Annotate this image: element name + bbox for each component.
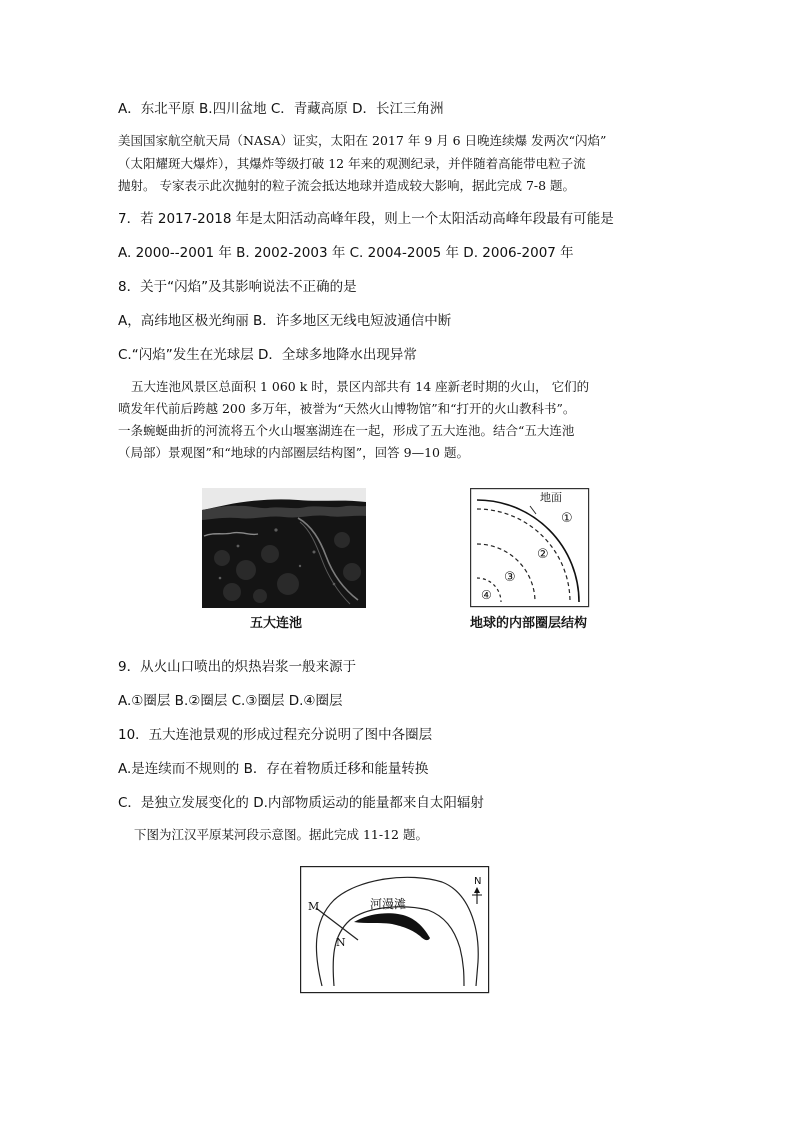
layer-1-label: ① [561,511,573,526]
earth-diagram-caption: 地球的内部圈层结构 [470,616,588,631]
north-arrow-icon [472,887,482,904]
label-n: N [336,936,346,949]
q10-options-ab: A.是连续而不规则的 B．存在着物质迁移和能量转换 [118,761,429,777]
passage3: 下图为江汉平原某河段示意图。据此完成 11-12 题。 [134,827,428,842]
layer-4-label: ④ [481,588,492,602]
q8-stem: 8．关于“闪焰”及其影响说法不正确的是 [118,279,357,295]
passage2-line2: 喷发年代前后跨越 200 多万年，被誉为“天然火山博物馆”和“打开的火山教科书”。 [118,401,576,416]
q9-stem: 9．从火山口喷出的炽热岩浆一般来源于 [118,659,357,675]
river-section-map [300,866,490,994]
label-m: M [308,900,320,913]
q7-stem: 7．若 2017-2018 年是太阳活动高峰年段，则上一个太阳活动高峰年段最有可能是 [118,211,614,227]
north-label: N [474,876,482,887]
floodplain-label: 河漫滩 [370,897,407,911]
layer-2-label: ② [537,547,549,562]
wudalianchi-photo [202,488,366,608]
q8-options-cd: C.“闪焰”发生在光球层 D．全球多地降水出现异常 [118,347,417,363]
earth-layers-diagram [470,488,590,608]
q10-stem: 10．五大连池景观的形成过程充分说明了图中各圈层 [118,727,433,743]
passage1-line3: 抛射。 专家表示此次抛射的粒子流会抵达地球并造成较大影响，据此完成 7-8 题。 [118,178,576,193]
q9-options: A.①圈层 B.②圈层 C.③圈层 D.④圈层 [118,693,343,709]
passage2-line3: 一条蜿蜒曲折的河流将五个火山堰塞湖连在一起，形成了五大连池。结合“五大连池 [118,423,575,438]
photo-caption: 五大连池 [250,616,303,631]
passage2-line4: （局部）景观图”和“地球的内部圈层结构图”，回答 9—10 题。 [118,445,469,460]
passage2-line1: 五大连池风景区总面积 1 060 k 时，景区内部共有 14 座新老时期的火山， 它们的 [131,379,590,394]
layer-3-label: ③ [504,570,516,585]
q7-options: A. 2000--2001 年 B. 2002-2003 年 C. 2004-2005 年 D. 2006-2007 年 [118,245,574,261]
passage1-line2: （太阳耀斑大爆炸），其爆炸等级打破 12 年来的观测纪录，并伴随着高能带电粒子流 [118,156,586,171]
q8-options-ab: A，高纬地区极光绚丽 B．许多地区无线电短波通信中断 [118,313,452,329]
q10-options-cd: C．是独立发展变化的 D.内部物质运动的能量都来自太阳辐射 [118,795,484,811]
q6-options: A．东北平原 B.四川盆地 C．青藏高原 D．长江三角洲 [118,101,444,117]
passage1-line1: 美国国家航空航天局（NASA）证实，太阳在 2017 年 9 月 6 日晚连续爆 发两次“闪焰” [118,133,607,148]
surface-label: 地面 [540,491,562,504]
